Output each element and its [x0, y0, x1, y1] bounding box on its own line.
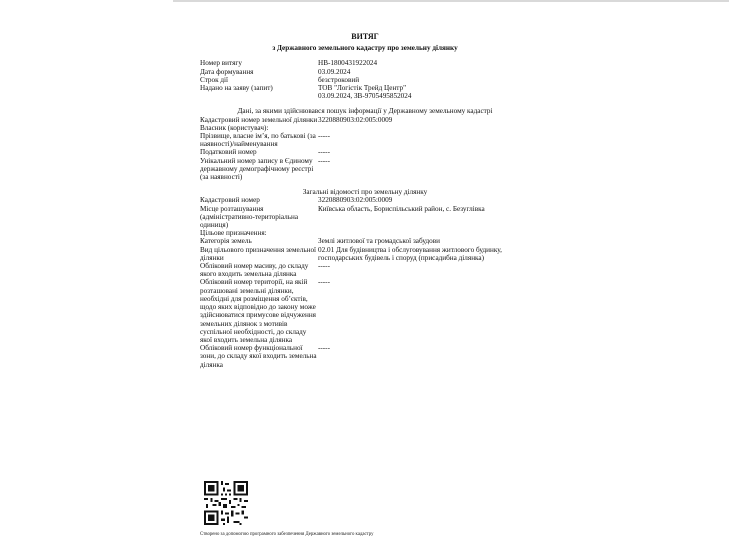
- owner-row: [200, 124, 530, 132]
- territory-row: [200, 278, 530, 344]
- field-value: -----: [318, 278, 330, 287]
- field-label: Строк дії: [200, 75, 229, 84]
- unique-number-row: [200, 157, 530, 182]
- massif-row: [200, 262, 530, 278]
- field-label: Обліковий номер функціональної зони, до складу якої входить земельна ділянка: [200, 344, 317, 369]
- field-label: Обліковий номер території, на якій розташовані земельні ділянки, необхідні для розміщення об’єктів, щодо яких відповідно до закону може здійснюватися примусове відчуження земельних ділянок з мотивів суспільної необхідності, до складу якої входить земельна ділянка: [200, 278, 316, 344]
- purpose-row: [200, 229, 530, 237]
- field-label: Власник (користувач):: [200, 123, 269, 132]
- field-value: Землі житлової та громадської забудови: [318, 237, 440, 246]
- field-value: -----: [318, 262, 330, 271]
- kind-row: [200, 246, 530, 262]
- field-value: 03.09.2024: [318, 67, 351, 76]
- general-cadastral-row: [200, 196, 530, 204]
- field-value: НВ-1800431922024: [318, 59, 378, 68]
- field-label: Кадастровий номер: [200, 196, 260, 205]
- category-row: [200, 237, 530, 245]
- field-value: 3220880903:02:005:0009: [318, 196, 393, 205]
- header-row-request: [200, 84, 530, 100]
- qr-code-icon: [204, 481, 248, 525]
- field-label: Прізвище, власне ім’я, по батькові (за наявності)/найменування: [200, 132, 316, 149]
- section-general-heading: Загальні відомості про земельну ділянку: [302, 188, 428, 197]
- field-label: Номер витягу: [200, 59, 242, 68]
- zone-row: [200, 344, 530, 369]
- field-label: Обліковий номер масиву, до складу якого входить земельна ділянка: [200, 262, 309, 279]
- header-row-date: [200, 68, 530, 76]
- document-footer: Створено за допомогою програмного забезпечення Державного земельного кадастру: [200, 532, 374, 537]
- field-value: 3220880903:02:005:0009: [318, 115, 393, 124]
- tax-number-row: [200, 148, 530, 156]
- field-value: -----: [318, 344, 330, 353]
- field-value: -----: [318, 156, 330, 165]
- request-reference: 03.09.2024, ЗВ-9705495852024: [318, 92, 412, 101]
- field-value: Київська область, Бориспільський район, с. Безуглівка: [318, 204, 485, 213]
- field-value: 02.01 Для будівництва і обслуговування житлового будинку, господарських будівель і споруд (присадибна ділянка): [318, 245, 502, 262]
- field-label: Вид цільового призначення земельної ділянки: [200, 245, 317, 262]
- header-row-term: [200, 76, 530, 84]
- field-label: Надано на заяву (запит): [200, 84, 273, 93]
- field-label: Місце розташування (адміністративно-територіальна одиниця): [200, 204, 299, 230]
- section-search-heading: Дані, за якими здійснювався пошук інформації у Державному земельному кадастрі: [237, 107, 493, 116]
- field-value: -----: [318, 132, 330, 141]
- document-title: ВИТЯГ: [351, 32, 379, 41]
- field-value: -----: [318, 148, 330, 157]
- extract-document: [200, 33, 530, 369]
- field-label: Цільове призначення:: [200, 229, 267, 238]
- location-row: [200, 205, 530, 230]
- field-value: ТОВ "Логістік Трейд Центр": [318, 84, 407, 93]
- field-label: Кадастровий номер земельної ділянки: [200, 115, 318, 124]
- page-top-border: [173, 0, 729, 2]
- header-row-number: [200, 59, 530, 67]
- document-subtitle: з Державного земельного кадастру про земельну ділянку: [272, 44, 458, 53]
- fullname-row: [200, 132, 530, 148]
- search-cadastral-row: [200, 116, 530, 124]
- field-value: безстроковий: [318, 75, 360, 84]
- field-label: Податковий номер: [200, 148, 257, 157]
- field-label: Унікальний номер запису в Єдиному державному демографічному реєстрі (за наявності): [200, 156, 314, 182]
- field-label: Категорія земель: [200, 237, 252, 246]
- field-label: Дата формування: [200, 67, 254, 76]
